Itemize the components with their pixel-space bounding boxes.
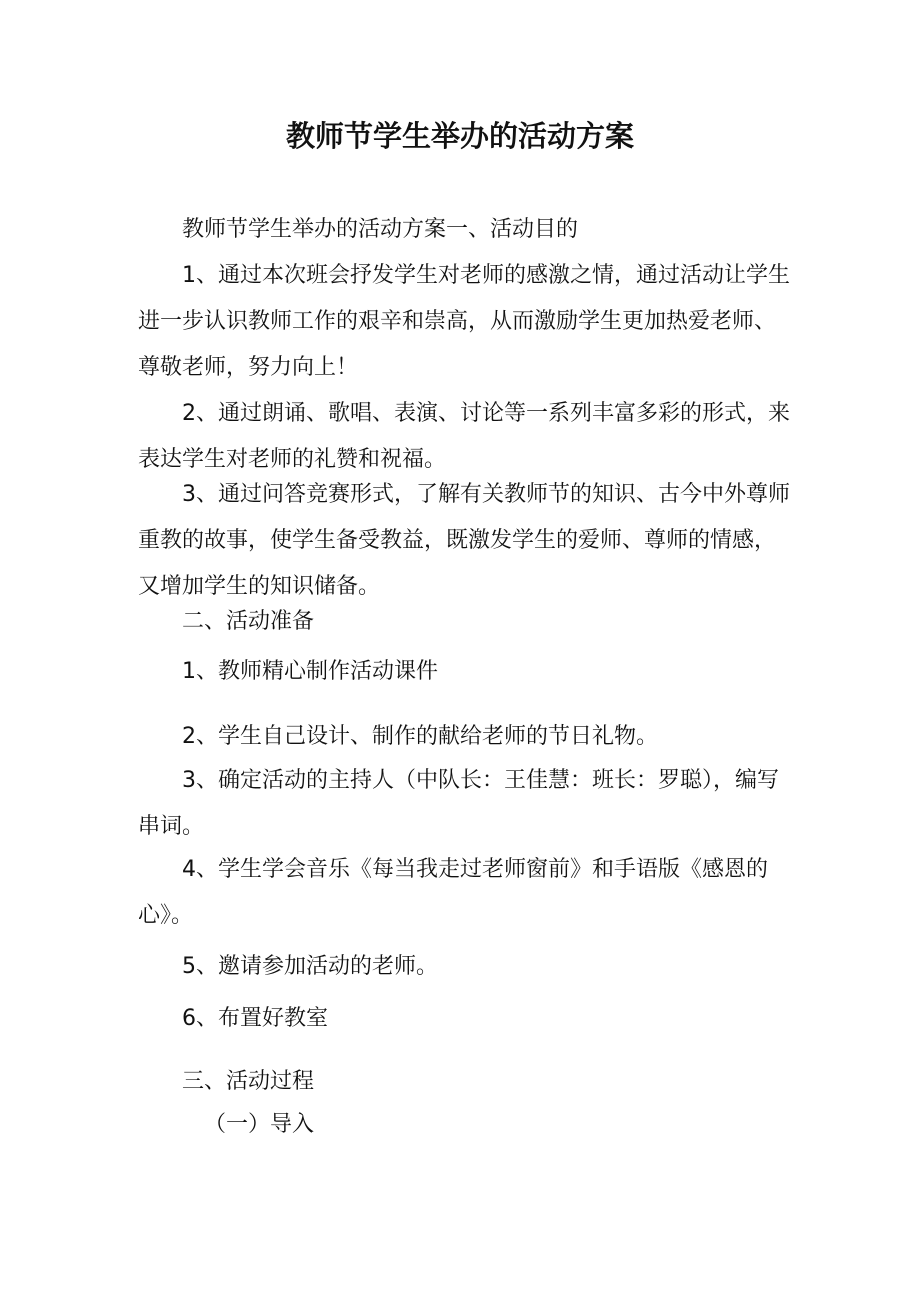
paragraph-prep-6: 6、布置好教室 bbox=[182, 1006, 328, 1031]
paragraph-prep-2: 2、学生自己设计、制作的献给老师的节日礼物。 bbox=[182, 724, 658, 749]
paragraph-prep-3: 3、确定活动的主持人（中队长：王佳慧：班长：罗聪），编写串词。 bbox=[138, 768, 779, 839]
subsection-heading-intro: （一）导入 bbox=[204, 1112, 315, 1137]
paragraph-intro: 教师节学生举办的活动方案一、活动目的 bbox=[182, 217, 579, 242]
document-title: 教师节学生举办的活动方案 bbox=[285, 119, 634, 153]
paragraph-goal-1: 1、通过本次班会抒发学生对老师的感激之情，通过活动让学生进一步认识教师工作的艰辛和崇高，从而激励学生更加热爱老师、尊敬老师，努力向上！ bbox=[138, 263, 790, 380]
section-heading-preparation: 二、活动准备 bbox=[182, 609, 315, 634]
paragraph-prep-5: 5、邀请参加活动的老师。 bbox=[182, 954, 438, 979]
paragraph-goal-3: 3、通过问答竞赛形式，了解有关教师节的知识、古今中外尊师重教的故事，使学生备受教益，既激发学生的爱师、尊师的情感，又增加学生的知识储备。 bbox=[138, 482, 790, 599]
section-heading-process: 三、活动过程 bbox=[182, 1069, 315, 1094]
paragraph-goal-2: 2、通过朗诵、歌唱、表演、讨论等一系列丰富多彩的形式，来表达学生对老师的礼赞和祝福。 bbox=[138, 401, 790, 472]
paragraph-prep-4: 4、学生学会音乐《每当我走过老师窗前》和手语版《感恩的心》。 bbox=[138, 857, 768, 928]
paragraph-prep-1: 1、教师精心制作活动课件 bbox=[182, 659, 438, 684]
